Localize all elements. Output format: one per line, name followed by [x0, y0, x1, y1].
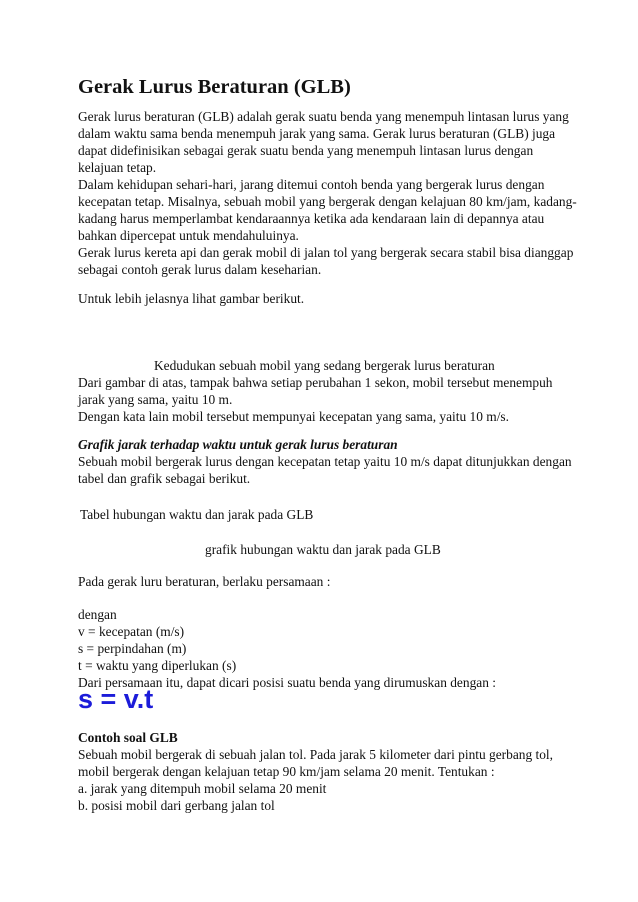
- intro-line: Gerak lurus beraturan (GLB) adalah gerak suatu benda yang menempuh lintasan lurus yang: [78, 109, 569, 124]
- variables-line: s = perpindahan (m): [78, 641, 187, 656]
- page-title: Gerak Lurus Beraturan (GLB): [78, 76, 351, 98]
- equation-intro: Pada gerak luru beraturan, berlaku persamaan :: [78, 574, 331, 589]
- intro-line: kadang harus memperlambat kendaraannya ketika ada kendaraan lain di depannya atau: [78, 211, 545, 226]
- intro-line: kelajuan tetap.: [78, 160, 157, 175]
- variables-line: t = waktu yang diperlukan (s): [78, 658, 237, 673]
- intro-line: bahkan dipercepat untuk mendahuluinya.: [78, 228, 299, 243]
- graph-heading: Grafik jarak terhadap waktu untuk gerak lurus beraturan: [78, 437, 398, 452]
- formula: s = v.t: [78, 684, 154, 714]
- intro-line: sebagai contoh gerak lurus dalam keseharian.: [78, 262, 322, 277]
- variables-line: v = kecepatan (m/s): [78, 624, 185, 639]
- see-picture-text: Untuk lebih jelasnya lihat gambar berikut.: [78, 291, 305, 306]
- graph-line: tabel dan grafik sebagai berikut.: [78, 471, 251, 486]
- intro-line: dapat didefinisikan sebagai gerak suatu benda yang menempuh lintasan lurus dengan: [78, 143, 534, 158]
- graph-caption: grafik hubungan waktu dan jarak pada GLB: [205, 542, 441, 557]
- explanation-line: jarak yang sama, yaitu 10 m.: [78, 392, 233, 407]
- explanation-line: Dengan kata lain mobil tersebut mempunyai kecepatan yang sama, yaitu 10 m/s.: [78, 409, 509, 424]
- example-line: Sebuah mobil bergerak di sebuah jalan tol. Pada jarak 5 kilometer dari pintu gerbang tol,: [78, 747, 553, 762]
- variables-line: Dari persamaan itu, dapat dicari posisi suatu benda yang dirumuskan dengan :: [78, 675, 496, 690]
- table-caption: Tabel hubungan waktu dan jarak pada GLB: [80, 507, 314, 522]
- example-line: a. jarak yang ditempuh mobil selama 20 menit: [78, 781, 327, 796]
- graph-line: Sebuah mobil bergerak lurus dengan kecepatan tetap yaitu 10 m/s dapat ditunjukkan dengan: [78, 454, 572, 469]
- intro-line: dalam waktu sama benda menempuh jarak yang sama. Gerak lurus beraturan (GLB) juga: [78, 126, 556, 141]
- explanation-line: Dari gambar di atas, tampak bahwa setiap perubahan 1 sekon, mobil tersebut menempuh: [78, 375, 553, 390]
- variables-line: dengan: [78, 607, 117, 622]
- figure-caption: Kedudukan sebuah mobil yang sedang bergerak lurus beraturan: [154, 358, 495, 373]
- intro-line: Dalam kehidupan sehari-hari, jarang ditemui contoh benda yang bergerak lurus dengan: [78, 177, 545, 192]
- intro-line: Gerak lurus kereta api dan gerak mobil di jalan tol yang bergerak secara stabil bisa dianggap: [78, 245, 574, 260]
- example-line: b. posisi mobil dari gerbang jalan tol: [78, 798, 275, 813]
- example-heading: Contoh soal GLB: [78, 730, 178, 745]
- intro-line: kecepatan tetap. Misalnya, sebuah mobil yang bergerak dengan kelajuan 80 km/jam, kadang-: [78, 194, 577, 209]
- example-line: mobil bergerak dengan kelajuan tetap 90 km/jam selama 20 menit. Tentukan :: [78, 764, 495, 779]
